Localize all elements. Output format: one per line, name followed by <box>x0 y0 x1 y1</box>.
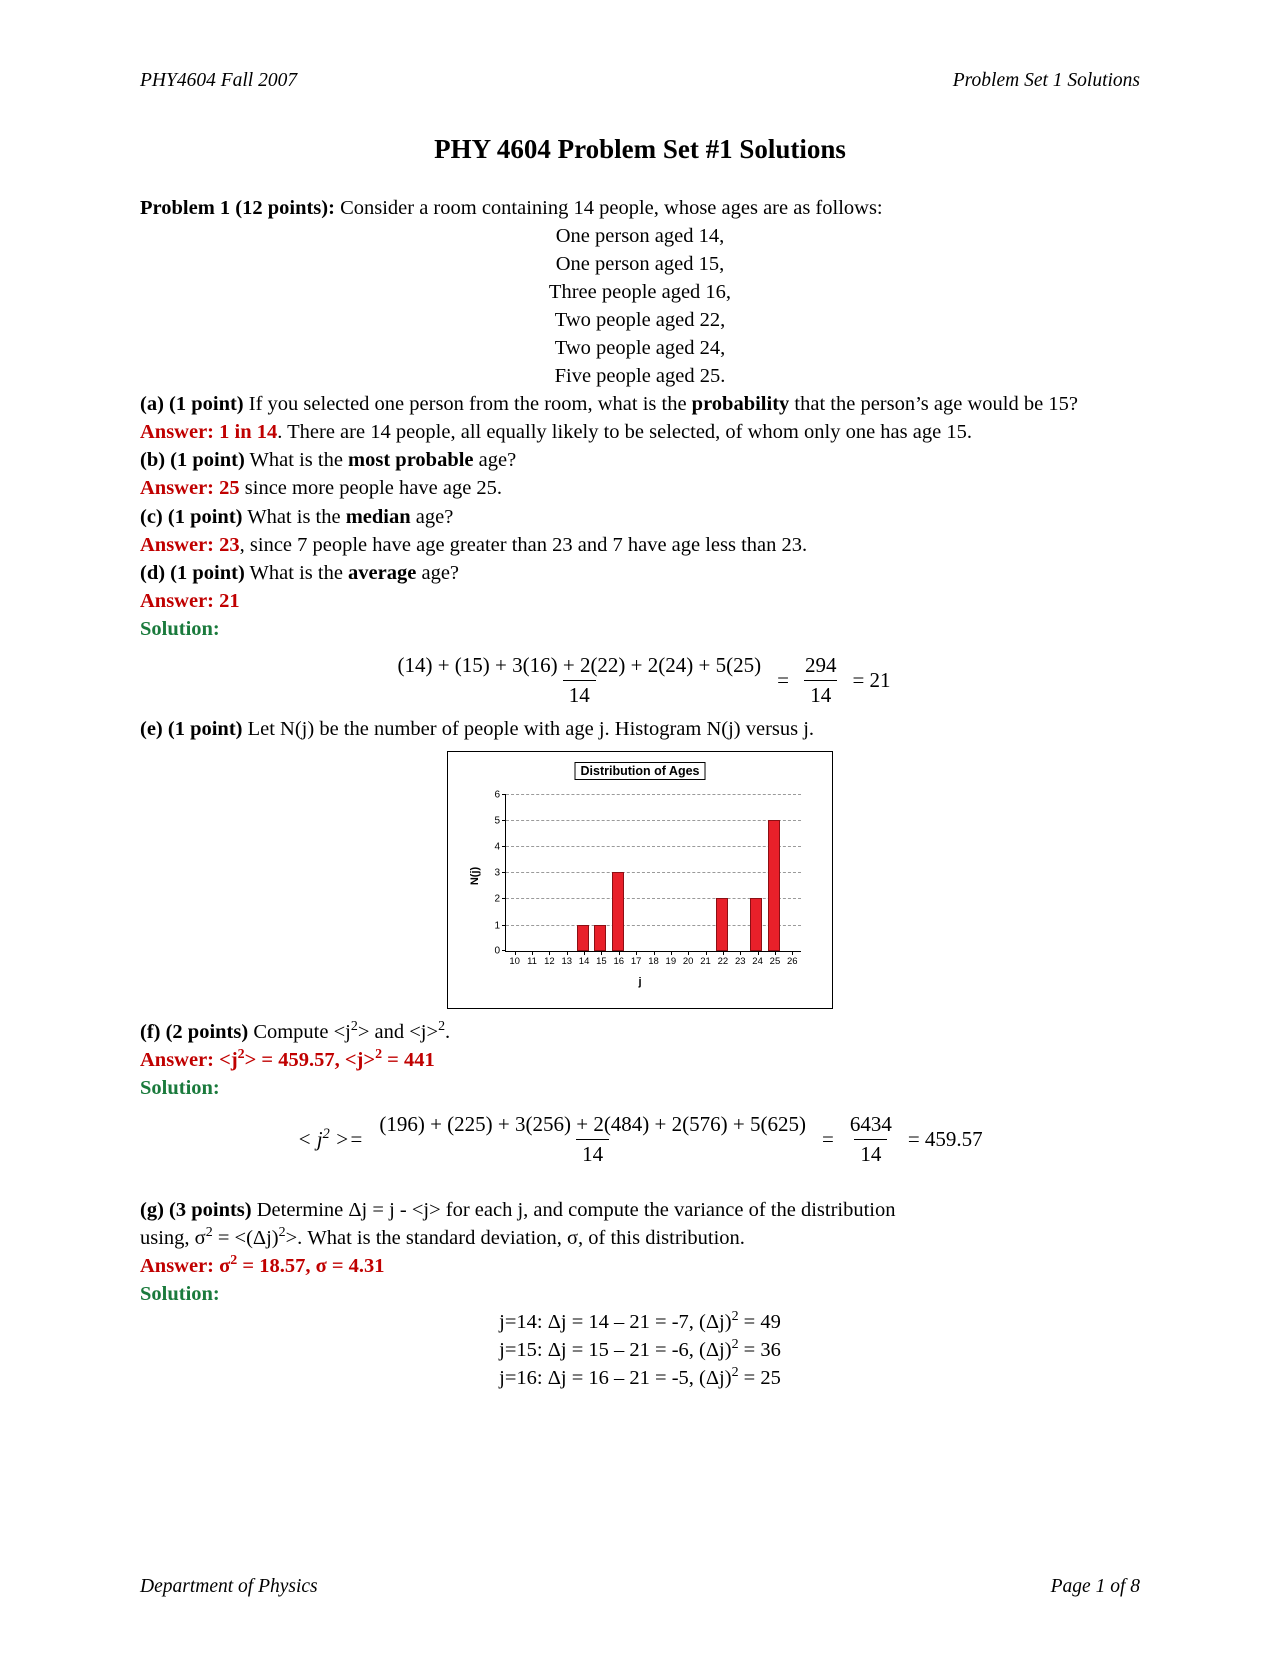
problem1-intro-text: Consider a room containing 14 people, whose ages are as follows: <box>334 197 883 219</box>
part-e-label: (e) (1 point) <box>140 717 243 740</box>
answer-label: Answer: <box>140 421 215 444</box>
header-right: Problem Set 1 Solutions <box>952 70 1140 91</box>
part-g-question-line1 <box>140 1197 1140 1224</box>
part-b-answer <box>140 475 1140 502</box>
y-tick-label: 0 <box>494 945 500 957</box>
answer-value: 25 <box>214 477 240 500</box>
bar-age-15 <box>594 925 606 951</box>
jsquared-lhs-pre: < j <box>297 1126 323 1151</box>
age-list <box>140 223 1140 390</box>
delta-j-line <box>140 1365 1140 1392</box>
part-d-question <box>140 560 1140 587</box>
part-g-q-line2-post: >. What is the standard deviation, σ, of this distribution. <box>285 1226 745 1249</box>
y-tick-label: 3 <box>494 867 500 879</box>
part-d-q-bold: average <box>348 561 417 584</box>
answer-mid: > = 459.57, <j> <box>244 1048 376 1071</box>
part-d-solution-label <box>140 616 1140 643</box>
part-b-q-pre: What is the <box>244 449 349 472</box>
part-c-question <box>140 504 1140 531</box>
x-tick-label: 20 <box>682 955 694 967</box>
delta-j-line <box>140 1337 1140 1364</box>
delta-j-line-sup: 2 <box>731 1365 739 1381</box>
part-e-q: Let N(j) be the number of people with age j. Histogram N(j) versus j. <box>242 717 815 740</box>
part-a-question <box>140 391 1140 418</box>
part-d-equation <box>140 653 1140 708</box>
y-tick-label: 5 <box>494 815 500 827</box>
age-item: Five people aged 25. <box>554 365 726 388</box>
part-f-equation <box>140 1112 1140 1167</box>
footer-right: Page 1 of 8 <box>1050 1576 1140 1597</box>
answer-value: 1 in 14 <box>214 421 278 444</box>
part-f-q-pre: Compute <j <box>248 1020 351 1043</box>
x-tick-label: 25 <box>769 955 781 967</box>
part-b-label: (b) (1 point) <box>140 449 245 472</box>
delta-j-line-pre: j=15: Δj = 15 – 21 = -6, (Δj) <box>499 1339 732 1362</box>
solution-label: Solution: <box>140 617 220 640</box>
delta-j-line-sup: 2 <box>731 1309 739 1325</box>
header-left: PHY4604 Fall 2007 <box>140 70 298 91</box>
x-tick-label: 10 <box>509 955 520 967</box>
part-g-question-line2 <box>140 1225 1140 1252</box>
delta-j-line-post: = 25 <box>738 1367 781 1390</box>
x-tick-label: 17 <box>630 955 642 967</box>
part-g-label: (g) (3 points) <box>140 1198 252 1221</box>
answer-label: Answer: <box>140 1255 215 1278</box>
part-f-label: (f) (2 points) <box>140 1020 249 1043</box>
bar-age-25 <box>768 820 780 951</box>
part-a-q-pre: If you selected one person from the room, what is the <box>243 393 692 416</box>
part-g-q-line2-mid: = <(Δj) <box>212 1226 279 1249</box>
part-b-q-post: age? <box>473 449 517 472</box>
histogram-chart <box>447 751 833 1009</box>
average-denominator-2: 14 <box>804 680 837 708</box>
x-tick-label: 24 <box>752 955 763 967</box>
answer-rest: since more people have age 25. <box>239 477 503 500</box>
part-c-answer <box>140 532 1140 559</box>
bar-age-24 <box>750 898 762 950</box>
delta-j-line <box>140 1309 1140 1336</box>
solution-label: Solution: <box>140 1076 220 1099</box>
delta-j-lines <box>140 1309 1140 1392</box>
problem1-intro <box>140 195 1140 222</box>
delta-j-line-pre: j=16: Δj = 16 – 21 = -5, (Δj) <box>499 1367 732 1390</box>
delta-j-line-post: = 49 <box>738 1311 781 1334</box>
answer-sup: 2 <box>230 1253 238 1269</box>
answer-label: Answer: <box>140 533 215 556</box>
jsquared-fraction <box>373 1112 812 1167</box>
age-item: Two people aged 24, <box>554 337 726 360</box>
answer-pre: <j <box>214 1048 238 1071</box>
part-f-q-sup2: 2 <box>438 1018 446 1034</box>
answer-sup2: 2 <box>375 1047 383 1063</box>
solution-label: Solution: <box>140 1283 220 1306</box>
x-tick-label: 21 <box>700 955 711 967</box>
chart-bars <box>506 794 801 951</box>
jsquared-denominator-2: 14 <box>854 1139 887 1167</box>
jsquared-numerator: (196) + (225) + 3(256) + 2(484) + 2(576) + 5(625) <box>379 1111 806 1136</box>
part-e-question <box>140 716 1140 743</box>
part-f-answer <box>140 1047 1140 1074</box>
x-tick-label: 26 <box>787 955 798 967</box>
x-tick-label: 12 <box>544 955 555 967</box>
x-tick-label: 23 <box>734 955 746 967</box>
part-c-q-post: age? <box>410 505 454 528</box>
answer-value: 23 <box>214 533 240 556</box>
part-g-q-line2-sup2: 2 <box>278 1225 286 1241</box>
equals-sign-1: = <box>777 667 789 692</box>
answer-label: Answer: <box>140 477 215 500</box>
part-a-answer <box>140 419 1140 446</box>
jsquared-fraction-reduced <box>844 1112 898 1167</box>
part-c-q-pre: What is the <box>242 505 346 528</box>
part-f-solution-label <box>140 1075 1140 1102</box>
part-b-question <box>140 447 1140 474</box>
y-tick-label: 6 <box>494 789 500 801</box>
jsquared-lhs-sup: 2 <box>322 1125 330 1142</box>
age-item: One person aged 14, <box>555 225 725 248</box>
age-item: One person aged 15, <box>555 253 725 276</box>
x-tick-label: 15 <box>596 955 607 967</box>
part-g-q-line2-pre: using, σ <box>140 1226 206 1249</box>
jsquared-lhs <box>293 1127 367 1152</box>
bar-age-22 <box>716 898 728 950</box>
chart-x-axis-label: j <box>638 975 642 988</box>
part-a-q-post: that the person’s age would be 15? <box>789 393 1078 416</box>
equals-result-2: = 459.57 <box>907 1126 983 1151</box>
part-d-q-pre: What is the <box>244 561 349 584</box>
bar-age-16 <box>612 872 624 951</box>
problem1-label: Problem 1 (12 points): <box>140 197 335 219</box>
average-fraction-reduced <box>799 653 843 708</box>
x-tick-label: 13 <box>561 955 573 967</box>
part-f-q-mid: > and <j> <box>357 1020 439 1043</box>
x-tick-label: 16 <box>613 955 625 967</box>
answer-post: = 18.57, σ = 4.31 <box>237 1255 385 1278</box>
part-d-answer <box>140 588 1140 615</box>
equals-result-1: = 21 <box>852 667 891 692</box>
delta-j-line-sup: 2 <box>731 1337 739 1353</box>
y-tick-label: 1 <box>494 920 500 932</box>
part-f-q-sup1: 2 <box>350 1018 358 1034</box>
part-d-label: (d) (1 point) <box>140 561 245 584</box>
bar-age-14 <box>577 925 589 951</box>
x-tick-label: 22 <box>717 955 729 967</box>
answer-rest: . There are 14 people, all equally likely to be selected, of whom only one has age 15. <box>277 421 972 444</box>
jsquared-denominator: 14 <box>576 1139 609 1167</box>
running-header <box>140 70 1140 92</box>
chart-plot-area <box>494 789 801 967</box>
answer-label: Answer: <box>140 589 215 612</box>
x-tick-label: 11 <box>527 955 537 967</box>
delta-j-line-pre: j=14: Δj = 14 – 21 = -7, (Δj) <box>499 1311 732 1334</box>
chart-y-axis-label: N(j) <box>469 866 482 885</box>
part-c-q-bold: median <box>345 505 411 528</box>
answer-post: = 441 <box>382 1048 435 1071</box>
average-denominator: 14 <box>563 680 596 708</box>
part-c-label: (c) (1 point) <box>140 505 243 528</box>
page-title: PHY 4604 Problem Set #1 Solutions <box>434 134 846 164</box>
part-f-question <box>140 1019 1140 1046</box>
age-item: Three people aged 16, <box>548 281 732 304</box>
chart-title: Distribution of Ages <box>575 762 706 780</box>
age-item: Two people aged 22, <box>554 309 726 332</box>
part-a-q-bold: probability <box>691 393 790 416</box>
jsquared-numerator-2: 6434 <box>849 1111 892 1136</box>
part-g-q-line1: Determine Δj = j - <j> for each j, and compute the variance of the distribution <box>251 1198 896 1221</box>
answer-pre: σ <box>214 1255 231 1278</box>
part-g-solution-label <box>140 1281 1140 1308</box>
part-b-q-bold: most probable <box>348 449 474 472</box>
answer-rest: , since 7 people have age greater than 23 and 7 have age less than 23. <box>239 533 808 556</box>
x-tick-label: 18 <box>648 955 659 967</box>
jsquared-lhs-post: >= <box>329 1126 364 1151</box>
part-g-answer <box>140 1253 1140 1280</box>
answer-sup1: 2 <box>237 1047 245 1063</box>
x-tick-label: 14 <box>578 955 590 967</box>
answer-label: Answer: <box>140 1048 215 1071</box>
footer-left: Department of Physics <box>140 1576 318 1597</box>
running-footer <box>140 1576 1140 1598</box>
y-tick-label: 2 <box>494 893 500 905</box>
part-g-q-line2-sup1: 2 <box>205 1225 213 1241</box>
part-f-q-post: . <box>445 1020 451 1043</box>
average-fraction <box>391 653 767 708</box>
equals-sign-2: = <box>821 1126 834 1151</box>
answer-value: 21 <box>214 589 240 612</box>
part-a-label: (a) (1 point) <box>140 393 244 416</box>
delta-j-line-post: = 36 <box>738 1339 781 1362</box>
average-numerator: (14) + (15) + 3(16) + 2(22) + 2(24) + 5(25) <box>397 652 762 677</box>
part-d-q-post: age? <box>416 561 460 584</box>
average-numerator-2: 294 <box>804 652 837 677</box>
y-tick-label: 4 <box>494 841 500 853</box>
x-tick-label: 19 <box>665 955 677 967</box>
